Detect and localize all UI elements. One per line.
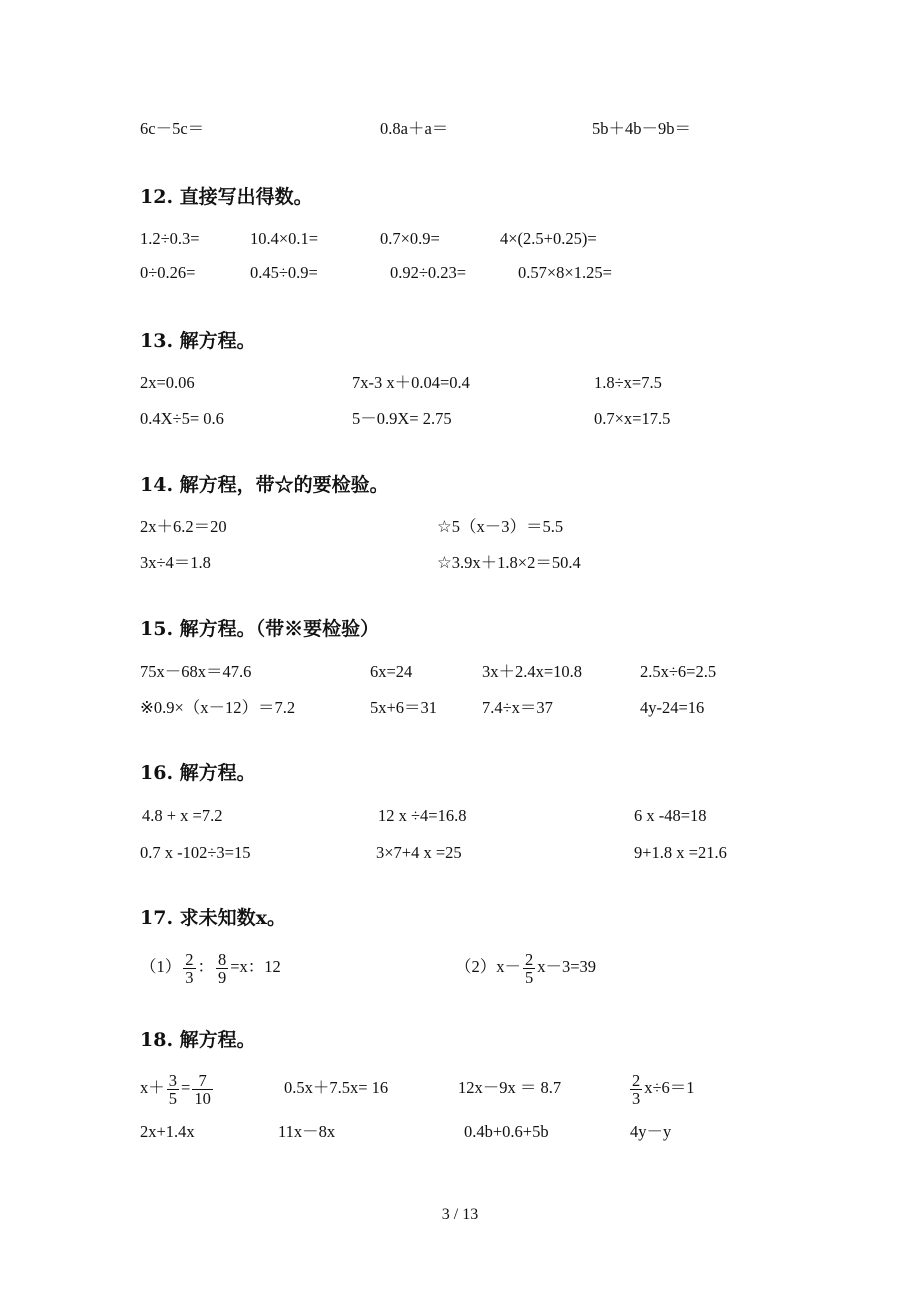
- problem: 1.8÷x=7.5: [594, 373, 662, 392]
- section-heading-16: 16. 解方程。: [140, 762, 256, 784]
- denominator: 9: [218, 967, 227, 987]
- proportion-problem: [140, 942, 281, 992]
- problem: 2x+1.4x: [140, 1122, 195, 1141]
- problem: ☆3.9x＋1.8×2＝50.4: [437, 553, 581, 572]
- problem: ※0.9×（x－12）＝7.2: [140, 698, 296, 717]
- expression: 6c－5c＝: [140, 119, 205, 138]
- fraction: [183, 951, 195, 986]
- section-heading-18: 18. 解方程。: [140, 1029, 256, 1051]
- section-heading-15: 15. 解方程。（带※要检验）: [140, 618, 380, 640]
- problem: 0.4X÷5= 0.6: [140, 409, 224, 428]
- problem: 0.92÷0.23=: [390, 263, 467, 282]
- denominator: 5: [525, 967, 534, 987]
- problem: 2x=0.06: [140, 373, 195, 392]
- problem-row: [0, 693, 920, 723]
- problem: 0.7 x -102÷3=15: [140, 843, 251, 862]
- problem: 0.45÷0.9=: [250, 263, 318, 282]
- problem: 0.7×0.9=: [380, 229, 440, 248]
- problem-row: [0, 512, 920, 542]
- problem-prefix: （2）x－: [455, 957, 521, 976]
- numerator: 2: [185, 949, 194, 969]
- denominator: 5: [168, 1088, 177, 1108]
- problem-suffix: x÷6＝1: [644, 1078, 695, 1097]
- problem: 6x=24: [370, 662, 413, 681]
- numerator: 2: [632, 1070, 641, 1090]
- ratio-colon: ：: [197, 957, 214, 976]
- problem: 12x－9x ＝ 8.7: [458, 1078, 562, 1097]
- problem: 3x＋2.4x=10.8: [482, 662, 583, 681]
- equation-problem: [455, 942, 596, 992]
- problem-row: [0, 404, 920, 434]
- problem: 11x－8x: [278, 1122, 336, 1141]
- problem-row: [0, 657, 920, 687]
- problem: 2x＋6.2＝20: [140, 517, 227, 536]
- problem-row: [0, 942, 920, 992]
- problem: 10.4×0.1=: [250, 229, 319, 248]
- problem-row: [0, 801, 920, 831]
- top-expression-row: [0, 114, 920, 144]
- problem: 9+1.8 x =21.6: [634, 843, 727, 862]
- problem: 3x÷4＝1.8: [140, 553, 211, 572]
- problem: 4y-24=16: [640, 698, 705, 717]
- problem-row: [0, 548, 920, 578]
- problem-suffix: x－3=39: [537, 957, 597, 976]
- numerator: 2: [525, 949, 534, 969]
- problem-row: [0, 838, 920, 868]
- fraction: [167, 1072, 179, 1107]
- section-heading-14: 14. 解方程，带☆的要检验。: [140, 474, 389, 496]
- expression: 0.8a＋a＝: [380, 119, 449, 138]
- problem: 3×7+4 x =25: [376, 843, 462, 862]
- problem-prefix: （1）: [140, 957, 182, 976]
- expression: 5b＋4b－9b＝: [592, 119, 691, 138]
- problem: 0.57×8×1.25=: [518, 263, 612, 282]
- problem-row: [0, 1063, 920, 1113]
- page-number: 3 / 13: [441, 1206, 479, 1223]
- numerator: 8: [218, 949, 227, 969]
- problem: ☆5（x－3）＝5.5: [437, 517, 564, 536]
- problem: 5x+6＝31: [370, 698, 438, 717]
- problem: 12 x ÷4=16.8: [378, 806, 467, 825]
- problem: 6 x -48=18: [634, 806, 707, 825]
- problem: 0.4b+0.6+5b: [464, 1122, 549, 1141]
- problem: 7x-3 x＋0.04=0.4: [352, 373, 470, 392]
- equals-sign: =: [181, 1078, 191, 1097]
- numerator: 7: [192, 1072, 213, 1090]
- problem: 5－0.9X= 2.75: [352, 409, 452, 428]
- problem-suffix: =x：12: [230, 957, 281, 976]
- denominator: 3: [632, 1088, 641, 1108]
- section-heading-17: 17. 求未知数x。: [140, 907, 286, 929]
- fraction: [216, 951, 228, 986]
- problem-row: [0, 1117, 920, 1147]
- problem: 4×(2.5+0.25)=: [500, 229, 597, 248]
- denominator: 3: [185, 967, 194, 987]
- fraction: [630, 1072, 642, 1107]
- fraction: [192, 1072, 213, 1107]
- problem-row: [0, 258, 920, 288]
- section-heading-13: 13. 解方程。: [140, 330, 256, 352]
- problem: 75x－68x＝47.6: [140, 662, 252, 681]
- fraction: [523, 951, 535, 986]
- section-heading-12: 12. 直接写出得数。: [140, 186, 313, 208]
- problem: 7.4÷x＝37: [482, 698, 553, 717]
- equation-problem: [140, 1063, 215, 1113]
- problem: 2.5x÷6=2.5: [640, 662, 717, 681]
- problem-row: [0, 368, 920, 398]
- problem-row: [0, 224, 920, 254]
- numerator: 3: [168, 1070, 177, 1090]
- problem-prefix: x＋: [140, 1078, 165, 1097]
- problem: 4.8 + x =7.2: [142, 806, 223, 825]
- problem: 0.7×x=17.5: [594, 409, 671, 428]
- problem: 4y－y: [630, 1122, 672, 1141]
- denominator: 10: [194, 1088, 211, 1108]
- equation-problem: [628, 1063, 695, 1113]
- problem: 1.2÷0.3=: [140, 229, 200, 248]
- problem: 0÷0.26=: [140, 263, 196, 282]
- problem: 0.5x＋7.5x= 16: [284, 1078, 389, 1097]
